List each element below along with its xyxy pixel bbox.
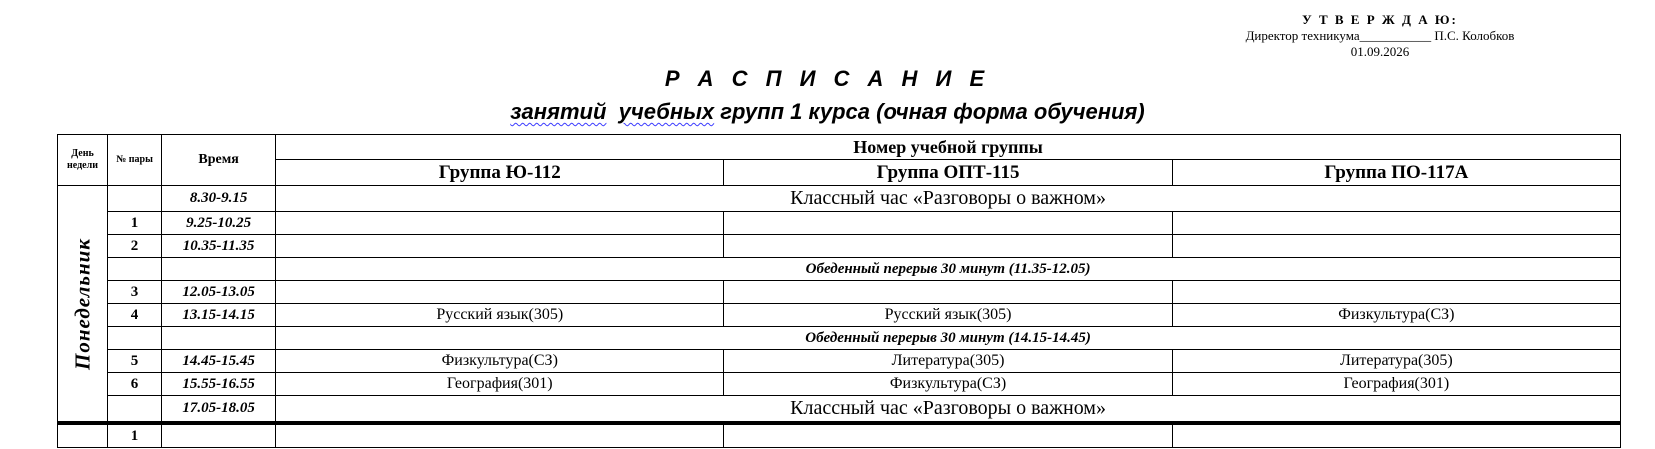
lesson-cell-group-3 — [1172, 212, 1620, 235]
lesson-cell-group-2: Литература(305) — [724, 350, 1172, 373]
schedule-table — [57, 134, 1621, 448]
pair-number: 1 — [108, 423, 162, 448]
lunch-break-cell: Обеденный перерыв 30 минут (11.35-12.05) — [276, 258, 1621, 281]
approval-block — [1180, 12, 1580, 60]
subtitle-part-1: занятий — [510, 99, 607, 124]
lunch-break-cell: Обеденный перерыв 30 минут (14.15-14.45) — [276, 327, 1621, 350]
pair-time: 17.05-18.05 — [162, 396, 276, 424]
pair-number: 1 — [108, 212, 162, 235]
schedule-row — [58, 186, 1621, 212]
approval-signature-line: Директор техникума___________ П.С. Колобков — [1245, 28, 1515, 43]
day-cell-next — [58, 423, 108, 448]
subtitle-part-2: учебных — [618, 99, 715, 124]
pair-number: 2 — [108, 235, 162, 258]
day-name: Понедельник — [70, 237, 95, 370]
header-day: День недели — [58, 135, 108, 186]
header-groups-title: Номер учебной группы — [276, 135, 1621, 160]
class-hour-cell: Классный час «Разговоры о важном» — [276, 186, 1621, 212]
pair-time — [162, 423, 276, 448]
lesson-cell-group-3 — [1172, 235, 1620, 258]
lesson-cell-group-1 — [276, 235, 724, 258]
lesson-cell-group-1: Русский язык(305) — [276, 304, 724, 327]
schedule-row — [58, 304, 1621, 327]
document-title: Р А С П И С А Н И Е — [664, 66, 991, 91]
lesson-cell-group-2: Русский язык(305) — [724, 304, 1172, 327]
header-time: Время — [162, 135, 276, 186]
pair-time: 8.30-9.15 — [162, 186, 276, 212]
schedule-row — [58, 350, 1621, 373]
header-pair: № пары — [108, 135, 162, 186]
lesson-cell-group-1 — [276, 423, 724, 448]
lesson-cell-group-2: Физкультура(СЗ) — [724, 373, 1172, 396]
lesson-cell-group-3 — [1172, 281, 1620, 304]
lesson-cell-group-3: Литература(305) — [1172, 350, 1620, 373]
pair-time: 10.35-11.35 — [162, 235, 276, 258]
pair-number — [108, 258, 162, 281]
pair-number: 6 — [108, 373, 162, 396]
pair-time — [162, 327, 276, 350]
pair-time: 12.05-13.05 — [162, 281, 276, 304]
header-group-1: Группа Ю-112 — [276, 160, 724, 186]
class-hour-cell: Классный час «Разговоры о важном» — [276, 396, 1621, 424]
lesson-cell-group-1 — [276, 281, 724, 304]
approval-date: 01.09.2026 — [1350, 44, 1410, 59]
header-group-3: Группа ПО-117А — [1172, 160, 1620, 186]
lesson-cell-group-3: Физкультура(СЗ) — [1172, 304, 1620, 327]
schedule-row — [58, 258, 1621, 281]
header-group-2: Группа ОПТ-115 — [724, 160, 1172, 186]
lesson-cell-group-3: География(301) — [1172, 373, 1620, 396]
lesson-cell-group-1: Физкультура(СЗ) — [276, 350, 724, 373]
schedule-row-next-day — [58, 423, 1621, 448]
pair-number: 4 — [108, 304, 162, 327]
pair-time: 9.25-10.25 — [162, 212, 276, 235]
lesson-cell-group-3 — [1172, 423, 1620, 448]
lesson-cell-group-1: География(301) — [276, 373, 724, 396]
schedule-row — [58, 235, 1621, 258]
pair-time — [162, 258, 276, 281]
schedule-row — [58, 396, 1621, 424]
day-cell — [58, 186, 108, 424]
pair-number — [108, 186, 162, 212]
pair-number — [108, 327, 162, 350]
pair-time: 15.55-16.55 — [162, 373, 276, 396]
lesson-cell-group-2 — [724, 235, 1172, 258]
pair-number: 5 — [108, 350, 162, 373]
lesson-cell-group-2 — [724, 423, 1172, 448]
lesson-cell-group-1 — [276, 212, 724, 235]
document-subtitle — [0, 99, 1655, 125]
schedule-row — [58, 327, 1621, 350]
pair-time: 14.45-15.45 — [162, 350, 276, 373]
approval-heading: У Т В Е Р Ж Д А Ю: — [1302, 12, 1458, 27]
schedule-row — [58, 281, 1621, 304]
pair-time: 13.15-14.15 — [162, 304, 276, 327]
subtitle-part-3: групп 1 курса (очная форма обучения) — [720, 99, 1145, 124]
lesson-cell-group-2 — [724, 281, 1172, 304]
schedule-row — [58, 212, 1621, 235]
pair-number — [108, 396, 162, 424]
schedule-row — [58, 373, 1621, 396]
lesson-cell-group-2 — [724, 212, 1172, 235]
pair-number: 3 — [108, 281, 162, 304]
